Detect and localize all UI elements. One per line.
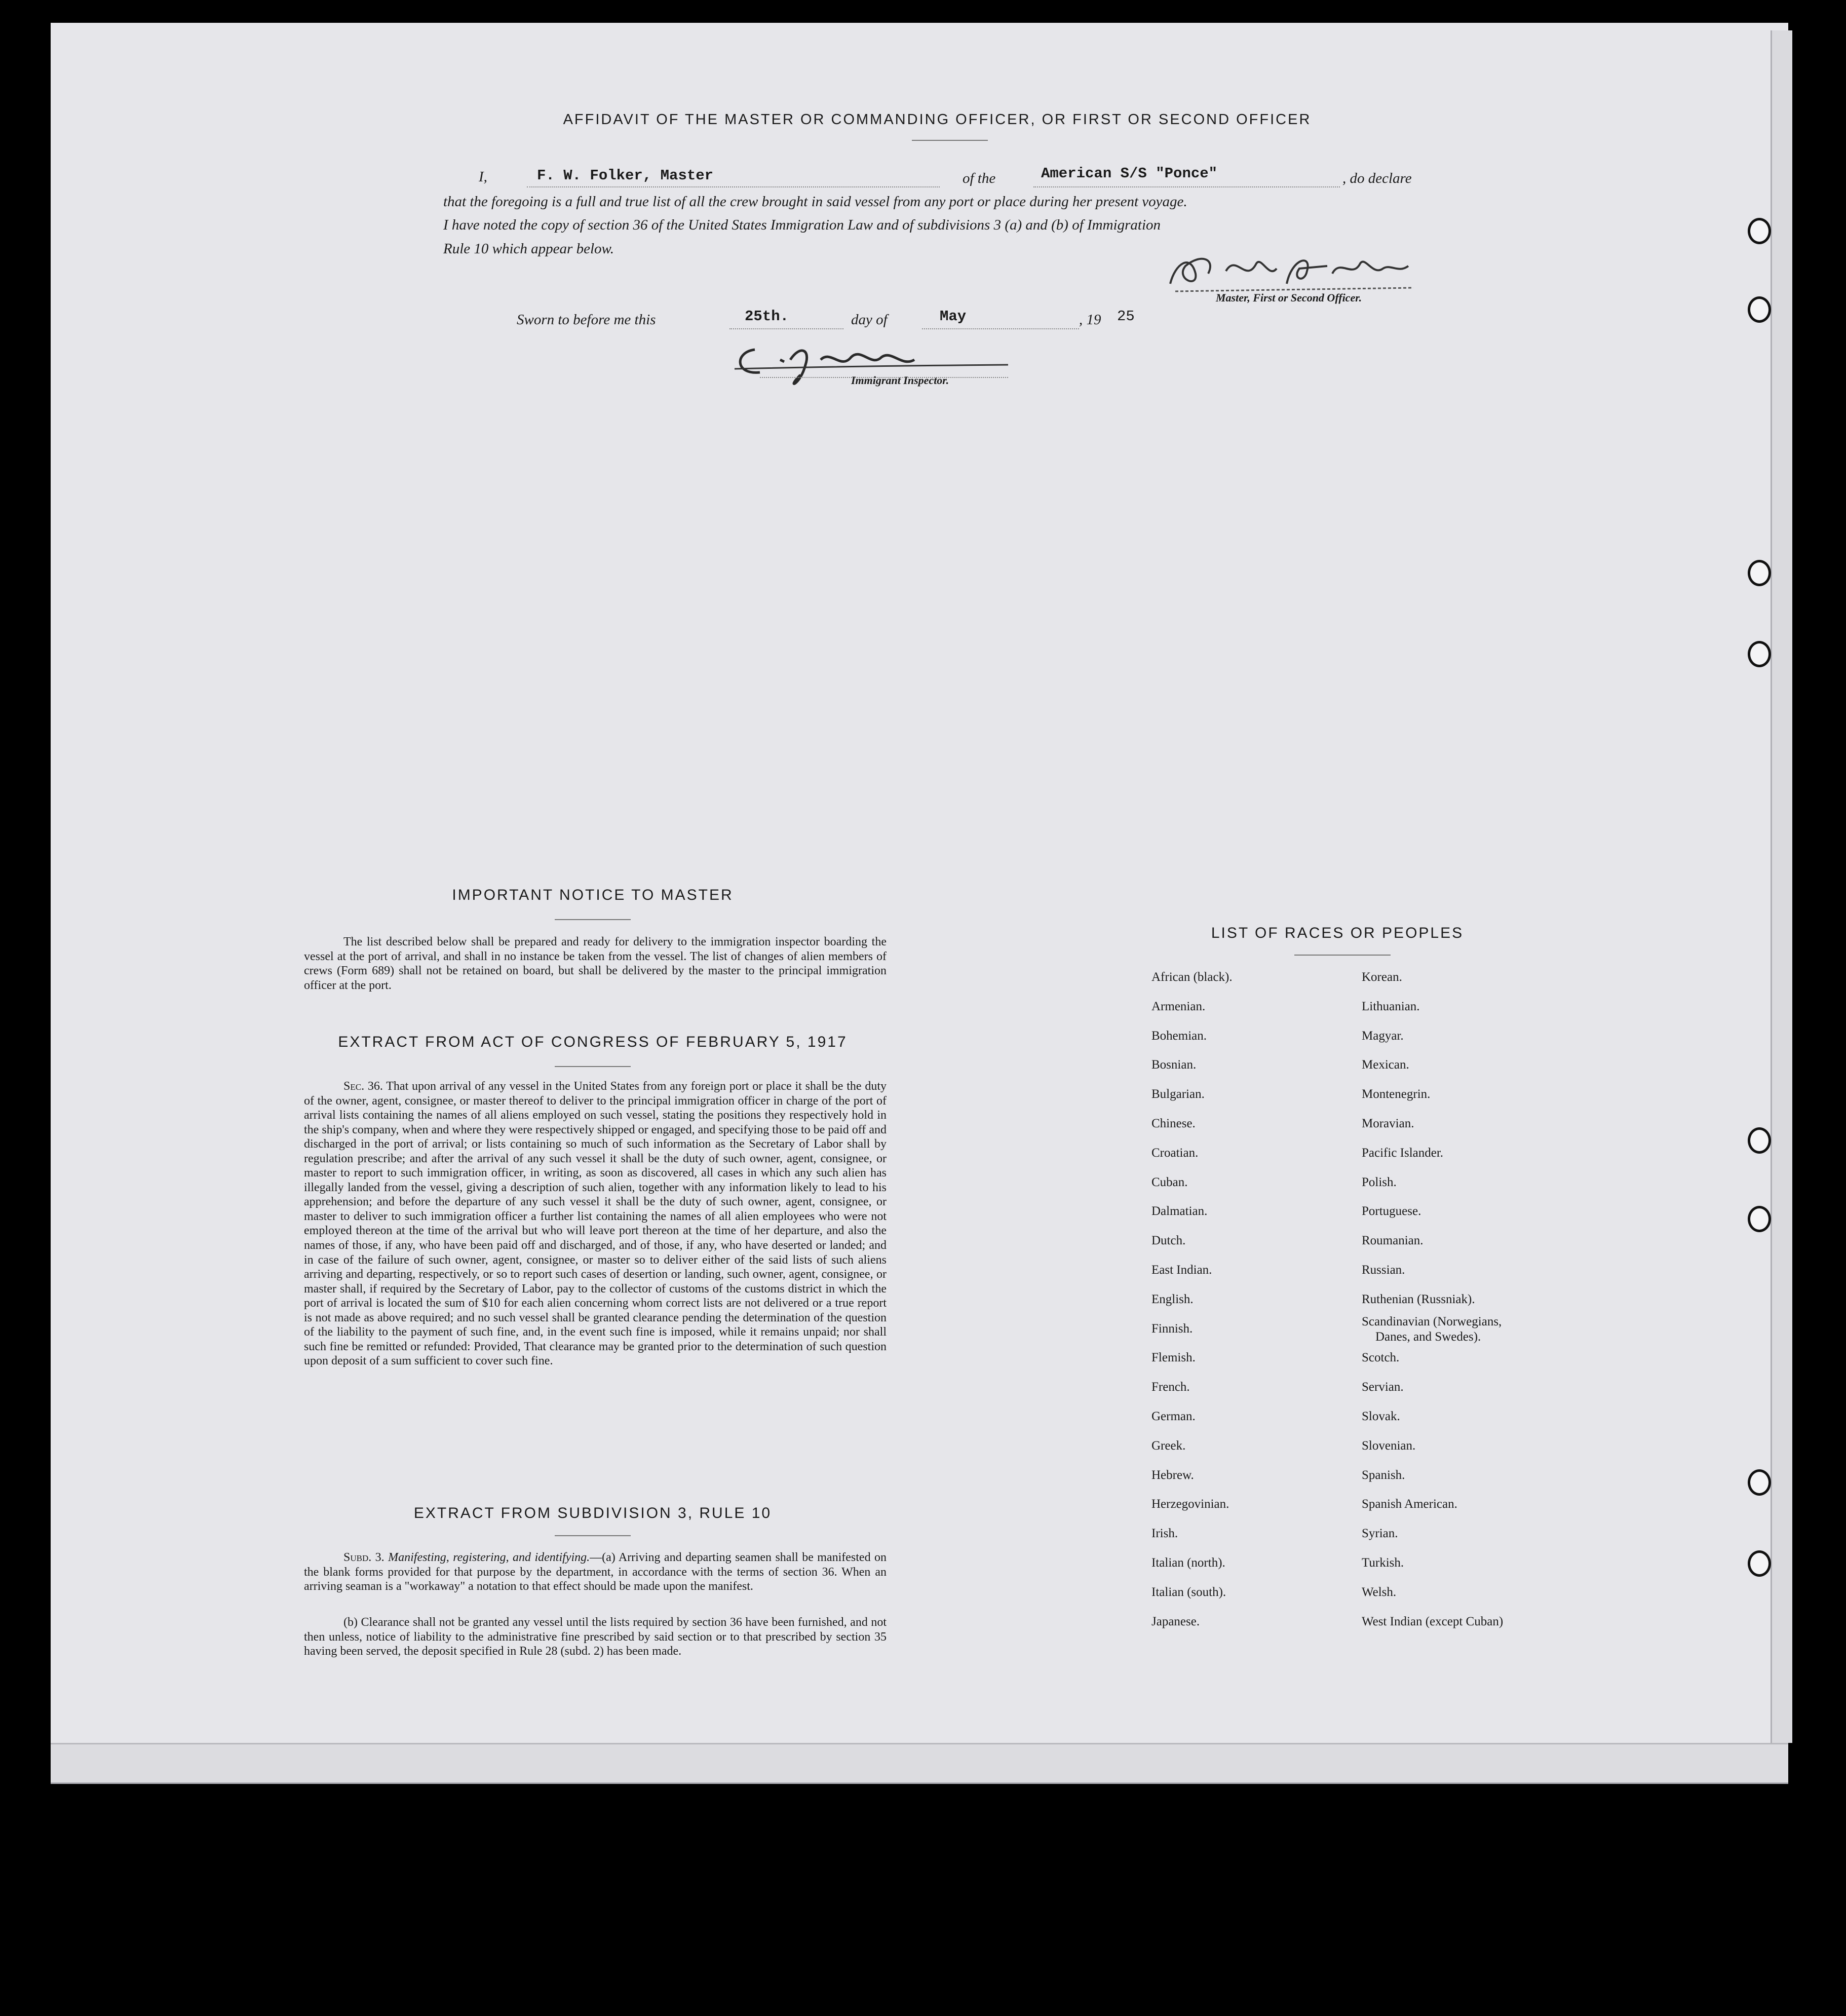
race-item: Servian.	[1362, 1380, 1404, 1394]
race-item: Flemish.	[1151, 1351, 1196, 1365]
name-fill-line	[527, 186, 940, 187]
race-item: Moravian.	[1362, 1117, 1414, 1130]
race-item: French.	[1151, 1380, 1190, 1394]
binder-hole	[1748, 560, 1771, 586]
race-item: Bulgarian.	[1151, 1087, 1205, 1101]
race-item: Spanish.	[1362, 1468, 1405, 1482]
race-item: German.	[1151, 1410, 1196, 1423]
day-of-label: day of	[851, 312, 888, 328]
sworn-label: Sworn to before me this	[517, 312, 656, 328]
race-item: Ruthenian (Russniak).	[1362, 1292, 1475, 1306]
rule-para-b: (b) Clearance shall not be granted any vessel until the lists required by section 36 have been furnished, and not then unless, notice of liability to the administrative fine prescribed by said section or to that prescribed by section 35 having been served, the deposit specified in Rule 28 (subd. 2) has been made.	[304, 1616, 887, 1658]
race-item: Armenian.	[1151, 999, 1206, 1013]
race-item: Portuguese.	[1362, 1204, 1421, 1219]
notice-text	[304, 935, 887, 993]
race-item: Croatian.	[1151, 1146, 1199, 1160]
race-item: Slovak.	[1362, 1410, 1400, 1423]
race-item: Hebrew.	[1151, 1468, 1194, 1482]
race-item: Italian (south).	[1151, 1585, 1226, 1599]
race-item: Roumanian.	[1362, 1234, 1424, 1248]
race-item: Italian (north).	[1151, 1556, 1225, 1570]
race-item: Finnish.	[1151, 1321, 1193, 1336]
affidavit-title: AFFIDAVIT OF THE MASTER OR COMMANDING OFFICER, OR FIRST OR SECOND OFFICER	[563, 111, 1312, 128]
race-item: Magyar.	[1362, 1029, 1404, 1043]
act-paragraph: That upon arrival of any vessel in the United States from any foreign port or place it shall be the duty of the owner, agent, consignee, or master thereof to deliver to the principal immigration officer in charge of the port of arrival lists containing the names of all aliens employed on such vessel, stating the positions they respectively hold in the ship's company, when and where they were respectively shipped or engaged, and specifying those to be paid off and discharged in the port of arrival; or lists containing so much of such information as the Secretary of Labor shall by regulation prescribe; and after the arrival of any such vessel it shall be the duty of such owner, agent, consignee, or master to report to such immigration officer, in writing, as soon as discovered, all cases in which any such alien has illegally landed from the vessel, giving a description of such alien, together with any information likely to lead to his apprehension; and before the departure of any such vessel it shall be the duty of such owner, agent, consignee, or master to deliver to such immigration officer a further list containing the names of all alien employees who were not employed thereon at the time of the arrival but who will leave port thereon at the time of her departure, and also the names of those, if any, who have been paid off and discharged, and of those, if any, who have deserted or landed; and in case of the failure of such owner, agent, consignee, or master so to deliver either of the said lists of such aliens arriving and departing, respectively, or so to report such cases of desertion or landing, such owner, agent, consignee, or master shall, if required by the Secretary of Labor, pay to the collector of customs of the customs district in which the port of arrival is located the sum of $10 for each alien concerning whom correct lists are not delivered or a true report is not made as above required; and no such vessel shall be granted clearance pending the determination of the question of the liability to the payment of such fine, and, in the event such fine is imposed, while it remains unpaid; nor shall such fine be remitted or refunded: Provided, That clearance may be granted prior to the determination of such question upon deposit of a sum sufficient to cover such fine.	[304, 1080, 887, 1368]
race-item: Slovenian.	[1362, 1438, 1416, 1453]
binder-hole	[1748, 218, 1771, 244]
race-item: East Indian.	[1151, 1263, 1212, 1277]
sworn-year: 25	[1117, 308, 1135, 325]
race-item: Syrian.	[1362, 1527, 1398, 1541]
race-item: Scotch.	[1362, 1351, 1400, 1365]
binder-hole	[1748, 1127, 1771, 1154]
sworn-month: May	[940, 308, 967, 325]
race-item: English.	[1151, 1292, 1194, 1306]
of-the-label: of the	[963, 170, 996, 186]
page-edge-bottom	[51, 1743, 1788, 1784]
master-name: F. W. Folker, Master	[537, 167, 714, 184]
act-rule	[555, 1066, 631, 1067]
page-edge-right	[1771, 30, 1792, 1743]
year-prefix: , 19	[1079, 312, 1101, 328]
race-item: Scandinavian (Norwegians,	[1362, 1314, 1502, 1328]
act-text	[304, 1079, 887, 1368]
race-item: Welsh.	[1362, 1585, 1397, 1599]
race-item: Bohemian.	[1151, 1029, 1207, 1043]
binder-hole	[1748, 296, 1771, 323]
rule-subd: Subd. 3.	[343, 1551, 384, 1564]
notice-paragraph: The list described below shall be prepared and ready for delivery to the immigration inspector boarding the vessel at the port of arrival, and shall in no instance be taken from the vessel. The list of changes of alien members of crews (Form 689) shall not be retained on board, but shall be delivered by the master to the principal immigration officer at the port.	[304, 935, 887, 992]
race-item: Turkish.	[1362, 1556, 1404, 1570]
affidavit-line-3: I have noted the copy of section 36 of the United States Immigration Law and of subdivisions 3 (a) and (b) of Immigration	[443, 217, 1161, 233]
race-item: Chinese.	[1151, 1117, 1196, 1130]
races-rule	[1294, 955, 1391, 956]
rule-para-a: —(a) Arriving and departing seamen shall be manifested on the blank forms provided for that purpose by the department, in accordance with the terms of section 36. When an arriving seaman is a "workaway" a notation to that effect should be made upon the manifest.	[304, 1551, 887, 1593]
affidavit-line-2: that the foregoing is a full and true list of all the crew brought in said vessel from any port or place during her present voyage.	[443, 194, 1187, 210]
race-item: Japanese.	[1151, 1614, 1200, 1628]
binder-hole	[1748, 641, 1771, 667]
vessel-name: American S/S "Ponce"	[1041, 165, 1218, 182]
race-item: Pacific Islander.	[1362, 1146, 1444, 1160]
affidavit-line-4: Rule 10 which appear below.	[443, 241, 614, 257]
rule-text-b	[304, 1615, 887, 1659]
master-signature	[1160, 243, 1424, 299]
vessel-fill-line	[1033, 186, 1340, 187]
race-item: Russian.	[1362, 1263, 1405, 1277]
race-item: Polish.	[1362, 1175, 1397, 1189]
race-item-scandinavian-continued: Danes, and Swedes).	[1375, 1330, 1481, 1344]
act-section: Sec. 36.	[343, 1080, 383, 1093]
race-item: Dutch.	[1151, 1234, 1186, 1248]
rule-title: EXTRACT FROM SUBDIVISION 3, RULE 10	[413, 1505, 772, 1521]
race-item: Lithuanian.	[1362, 999, 1420, 1013]
race-item: Mexican.	[1362, 1058, 1409, 1072]
rule-subd-heading: Manifesting, registering, and identifying.	[388, 1551, 590, 1564]
race-item: African (black).	[1151, 970, 1233, 984]
binder-hole	[1748, 1550, 1771, 1577]
inspector-caption: Immigrant Inspector.	[851, 374, 949, 387]
race-item: Cuban.	[1151, 1175, 1188, 1189]
race-item: Bosnian.	[1151, 1058, 1197, 1072]
races-title: LIST OF RACES OR PEOPLES	[1211, 925, 1464, 941]
race-item: Korean.	[1362, 970, 1402, 984]
race-item: Dalmatian.	[1151, 1204, 1208, 1219]
act-title: EXTRACT FROM ACT OF CONGRESS OF FEBRUARY 5, 1917	[338, 1034, 848, 1050]
rule-text-a	[304, 1550, 887, 1594]
binder-hole	[1748, 1206, 1771, 1232]
race-item: Spanish American.	[1362, 1497, 1457, 1511]
race-item: West Indian (except Cuban)	[1362, 1614, 1504, 1628]
title-rule	[912, 140, 988, 141]
affidavit-i: I,	[479, 169, 487, 185]
notice-rule	[555, 919, 631, 920]
binder-hole	[1748, 1469, 1771, 1496]
race-item: Montenegrin.	[1362, 1087, 1431, 1101]
race-item: Greek.	[1151, 1438, 1186, 1453]
sworn-day: 25th.	[745, 308, 789, 325]
declare-label: , do declare	[1342, 170, 1412, 186]
signature-caption: Master, First or Second Officer.	[1216, 291, 1362, 304]
race-item: Irish.	[1151, 1527, 1178, 1541]
race-item: Herzegovinian.	[1151, 1497, 1229, 1511]
rule-rule	[555, 1535, 631, 1536]
notice-title: IMPORTANT NOTICE TO MASTER	[452, 887, 734, 903]
